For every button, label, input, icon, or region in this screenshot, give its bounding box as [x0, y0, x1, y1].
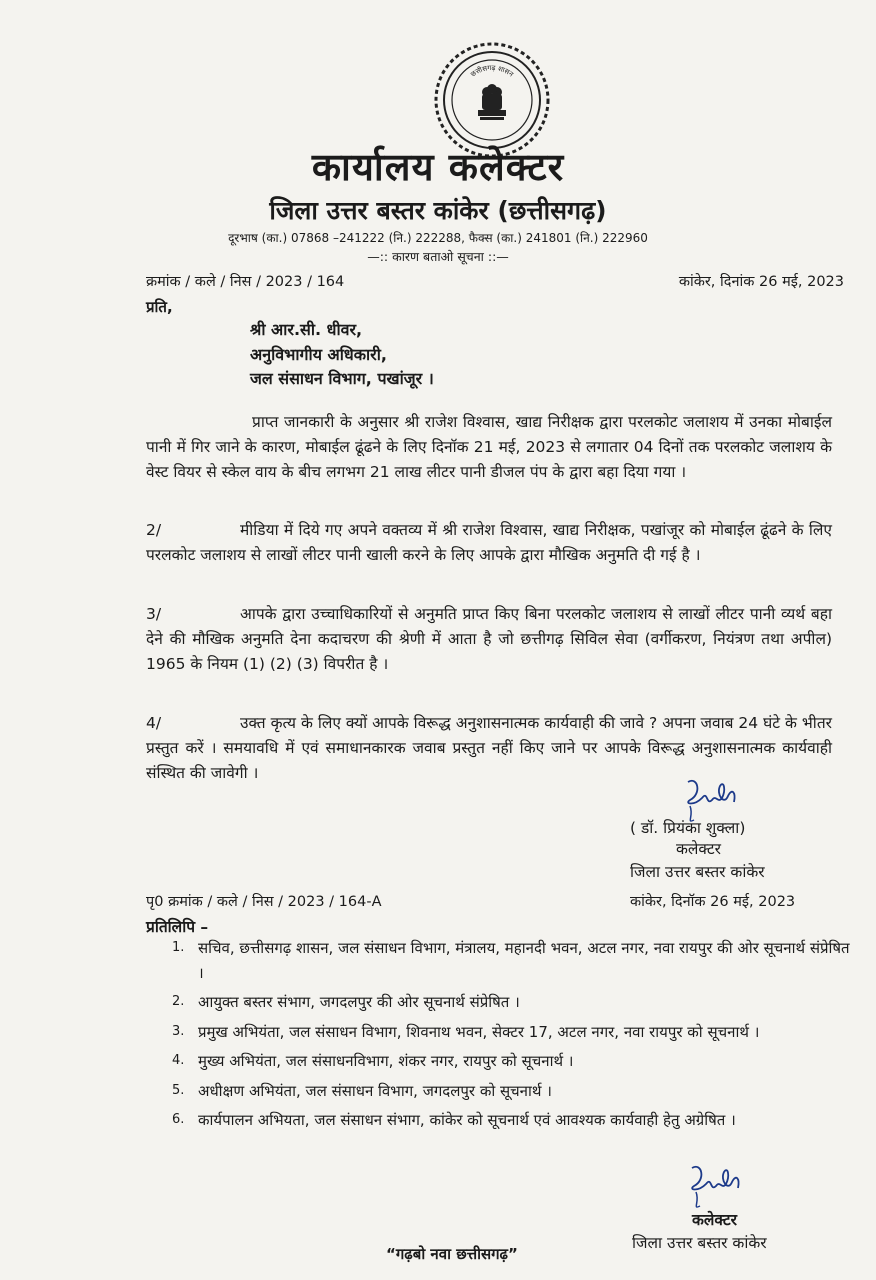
copy-signatory-block: [632, 1210, 767, 1254]
office-title: कार्यालय कलेक्टर: [311, 145, 565, 189]
list-item-number: 5.: [172, 1082, 185, 1098]
contact-numbers: दूरभाष (का.) 07868 –241222 (नि.) 222288, फैक्स (का.) 241801 (नि.) 222960: [228, 231, 648, 245]
list-item-text: अधीक्षण अभियंता, जल संसाधन विभाग, जगदलपुर को सूचनार्थ ।: [198, 1081, 552, 1100]
emblem-text: छत्तीसगढ़ शासन: [469, 63, 515, 79]
list-item-text: मुख्य अभियंता, जल संसाधनविभाग, शंकर नगर, रायपुर को सूचनार्थ ।: [198, 1052, 574, 1070]
notice-type: —:: कारण बताओ सूचना ::—: [367, 249, 509, 264]
list-item-text: कार्यपालन अभियता, जल संसाधन संभाग, कांकेर को सूचनार्थ एवं आवश्यक कार्यवाही हेतु अग्रेषित ।: [198, 1111, 736, 1129]
letter-date: कांकेर, दिनांक 26 मई, 2023: [678, 274, 844, 290]
paragraph-number: 4/: [146, 714, 162, 732]
footer-slogan: “गढ़बो नवा छत्तीसगढ़”: [386, 1245, 518, 1263]
collector-signature-copy: [684, 1160, 748, 1212]
list-item-number: 4.: [172, 1053, 185, 1068]
addressee-designation: अनुविभागीय अधिकारी,: [250, 344, 387, 364]
list-item: [172, 936, 852, 985]
signatory-designation: कलेक्टर: [676, 840, 722, 858]
list-item: [172, 1049, 852, 1074]
salutation-to: प्रति,: [146, 298, 173, 316]
list-item: [172, 1108, 852, 1133]
addressee-name: श्री आर.सी. धीवर,: [250, 320, 363, 339]
copy-date: कांकेर, दिनॉक 26 मई, 2023: [630, 894, 796, 910]
list-item-number: 3.: [172, 1023, 185, 1039]
copy-recipient-list: [172, 936, 852, 1138]
copy-title: प्रतिलिपि –: [146, 918, 209, 936]
signatory-block: [630, 818, 765, 883]
list-item-number: 2.: [172, 994, 185, 1009]
addressee-department: जल संसाधन विभाग, पखांजूर ।: [250, 369, 434, 388]
reference-number: क्रमांक / कले / निस / 2023 / 164: [146, 274, 345, 290]
list-item-text: आयुक्त बस्तर संभाग, जगदलपुर की ओर सूचनार्थ संप्रेषित ।: [198, 993, 520, 1011]
paragraph-number: 3/: [146, 605, 162, 623]
paragraph-4: [146, 711, 832, 785]
list-item-text: सचिव, छत्तीसगढ़ शासन, जल संसाधन विभाग, मंत्रालय, महानदी भवन, अटल नगर, नवा रायपुर की ओर सूचनार्थ संप्रेषित ।: [198, 939, 850, 982]
signatory-name: ( डॉ. प्रियंका शुक्ला): [630, 819, 746, 837]
signatory-district: जिला उत्तर बस्तर कांकेर: [630, 863, 765, 881]
svg-text:छत्तीसगढ़ शासन: [469, 64, 515, 79]
paragraph-text: उक्त कृत्य के लिए क्यों आपके विरूद्ध अनुशासनात्मक कार्यवाही की जावे ? अपना जवाब 24 घंटे के भीतर प्रस्तुत करें । समयावधि में एवं समाधानकारक जवाब प्रस्तुत नहीं किए जाने पर आपके विरूद्ध अनुशासनात्मक कार्यवाही संस्थित की जावेगी ।: [146, 714, 832, 782]
addressee-block: [250, 318, 434, 392]
paragraph-text: मीडिया में दिये गए अपने वक्तव्य में श्री राजेश विश्वास, खाद्य निरीक्षक, पखांजूर को मोबाईल ढूंढने के लिए परलकोट जलाशय से लाखों लीटर पानी खाली करने के लिए आपके द्वारा मौखिक अनुमति दी गई है ।: [146, 521, 832, 564]
paragraph-1: [146, 410, 832, 484]
list-item: [172, 1020, 852, 1045]
copy-signatory-designation: कलेक्टर: [692, 1211, 738, 1229]
paragraph-text: प्राप्त जानकारी के अनुसार श्री राजेश विश्वास, खाद्य निरीक्षक द्वारा परलकोट जलाशय में उनका मोबाईल पानी में गिर जाने के कारण, मोबाईल ढूंढने के लिए दिनॉक 21 मई, 2023 से लगातार 04 दिनों तक परलकोट जलाशय के वेस्ट वियर से स्केल वाय के बीच लगभग 21 लाख लीटर पानी डीजल पंप के द्वारा बहा दिया गया ।: [146, 413, 832, 481]
paragraph-2: [146, 518, 832, 568]
paragraph-text: आपके द्वारा उच्चाधिकारियों से अनुमति प्राप्त किए बिना परलकोट जलाशय से लाखों लीटर पानी व्यर्थ बहा देने की मौखिक अनुमति देना कदाचरण की श्रेणी में आता है जो छत्तीगढ़ सिविल सेवा (वर्गीकरण, नियंत्रण तथा अपील) 1965 के नियम (1) (2) (3) विपरीत है ।: [146, 605, 832, 673]
district-title: जिला उत्तर बस्तर कांकेर (छत्तीसगढ़): [269, 196, 607, 225]
copy-signatory-district: जिला उत्तर बस्तर कांकेर: [632, 1234, 767, 1252]
paragraph-3: [146, 602, 832, 676]
copy-reference-number: पृ0 क्रमांक / कले / निस / 2023 / 164-A: [146, 894, 382, 910]
list-item-number: 6.: [172, 1112, 185, 1127]
paragraph-number: 2/: [146, 521, 162, 539]
list-item: [172, 1079, 852, 1104]
list-item-number: 1.: [172, 940, 185, 955]
list-item: [172, 990, 852, 1015]
list-item-text: प्रमुख अभियंता, जल संसाधन विभाग, शिवनाथ भवन, सेक्टर 17, अटल नगर, नवा रायपुर को सूचनार्थ ।: [198, 1022, 760, 1041]
